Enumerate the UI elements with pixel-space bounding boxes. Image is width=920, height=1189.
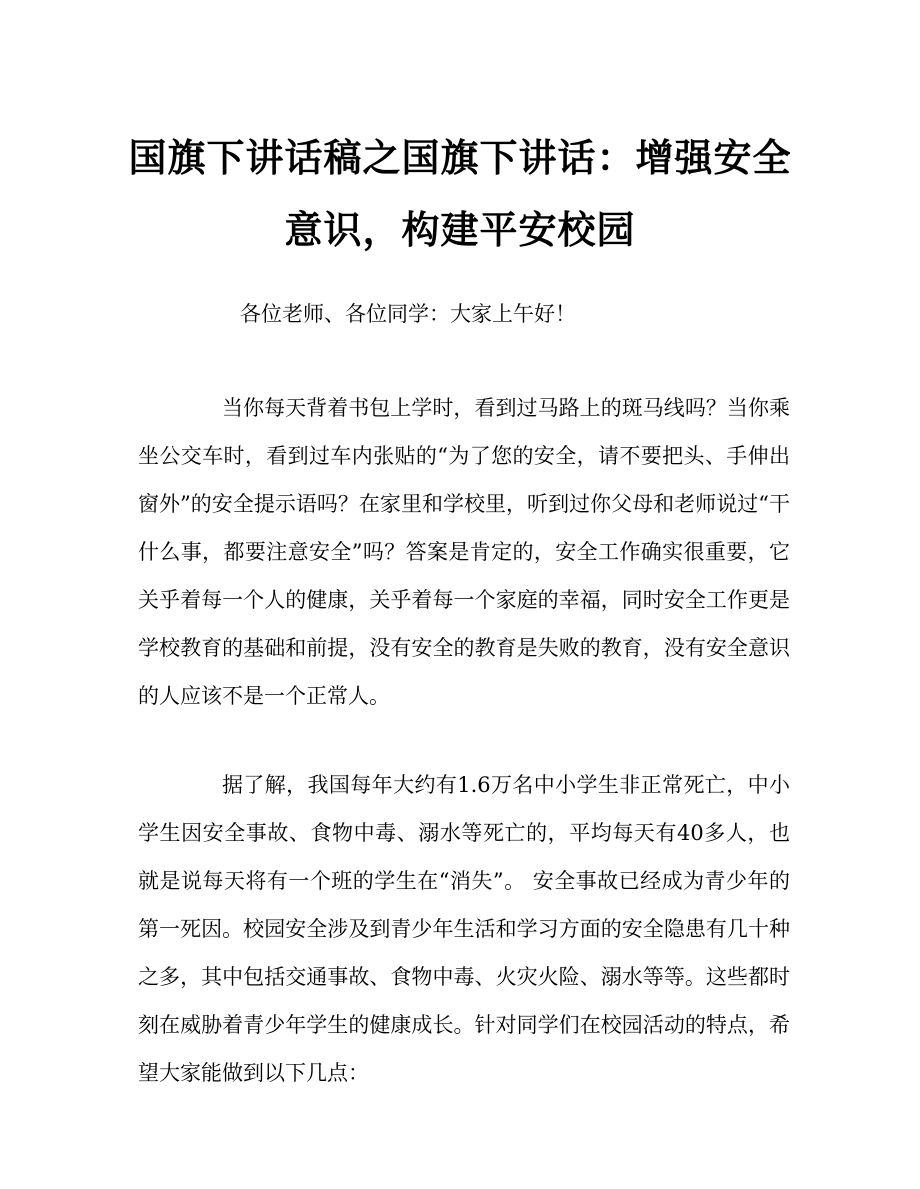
greeting-line: 各位老师、各位同学：大家上午好！ xyxy=(240,302,576,326)
document-title: 国旗下讲话稿之国旗下讲话：增强安全意识，构建平安校园 xyxy=(128,136,792,252)
paragraph-1: 当你每天背着书包上学时，看到过马路上的斑马线吗？当你乘坐公交车时，看到过车内张贴的“为了您的安全，请不要把头、手伸出窗外”的安全提示语吗？在家里和学校里，听到过你父母和老师说过“干什么事，都要注意安全”吗？答案是肯定的，安全工作确实很重要，它关乎着每一个人的健康，关乎着每一个家庭的幸福，同时安全工作更是学校教育的基础和前提，没有安全的教育是失败的教育，没有安全意识的人应该不是一个正常人。 xyxy=(138,396,790,708)
paragraph-2: 据了解，我国每年大约有1.6万名中小学生非正常死亡，中小学生因安全事故、食物中毒、溺水等死亡的，平均每天有40多人，也就是说每天将有一个班的学生在“消失”。 安全事故已经成为青少年的第一死因。校园安全涉及到青少年生活和学习方面的安全隐患有几十种之多，其中包括交通事故、食物中毒、火灾火险、溺水等等。这些都时刻在威胁着青少年学生的健康成长。针对同学们在校园活动的特点，希望大家能做到以下几点： xyxy=(138,773,790,1085)
